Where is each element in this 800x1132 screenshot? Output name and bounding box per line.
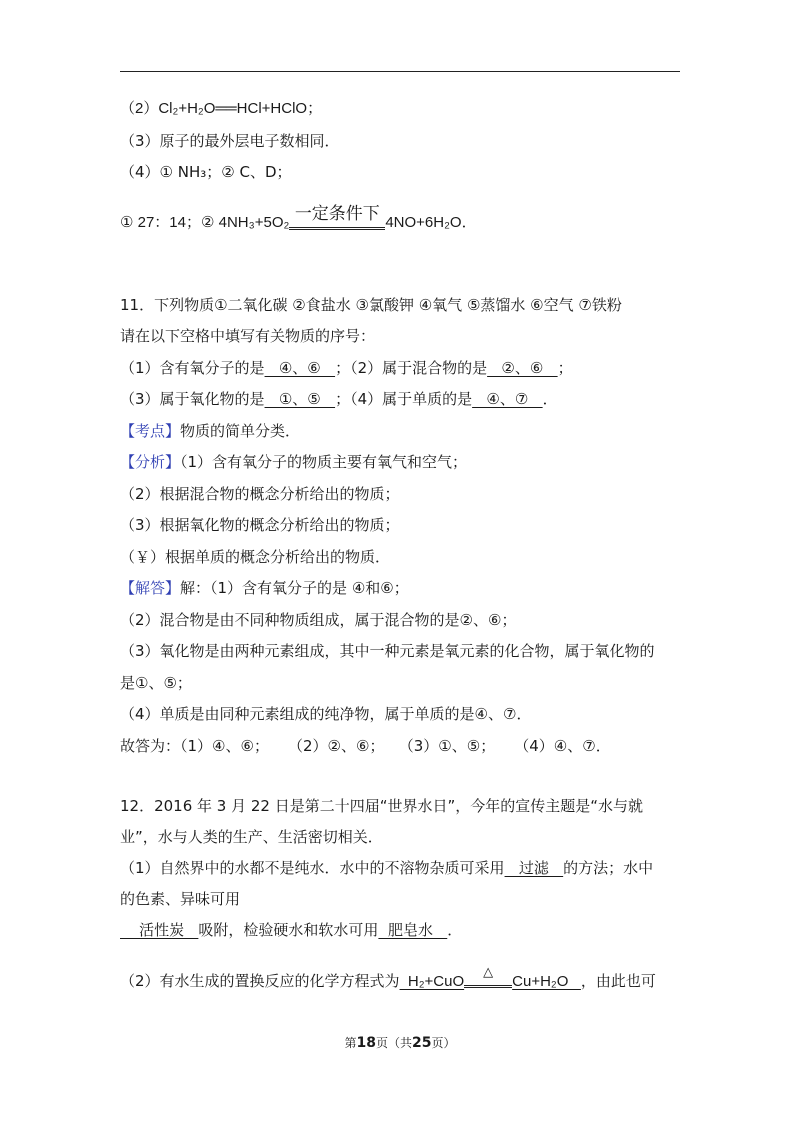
q12-p2-equation-right: Cu+H₂O [512, 973, 581, 990]
header-rule [120, 71, 680, 72]
q11-b2-prompt: ；（2）属于混合物的是 [335, 359, 488, 377]
q11-b2-end: ； [557, 359, 573, 377]
q11-b4-answer: ④、⑦ [472, 390, 543, 408]
q11-final-answer: 故答为：（1）④、⑥； （2）②、⑥； （3）①、⑤； （4）④、⑦． [120, 737, 611, 755]
q11-b4-end: ． [542, 390, 558, 408]
q12-p1-continuation: 的方法；水中 [563, 859, 654, 877]
footer-page-number: 18 [356, 1035, 376, 1051]
double-line-icon [464, 985, 512, 988]
fenxi-line-4: （￥）根据单质的概念分析给出的物质． [120, 548, 391, 566]
jieda-line-1: 解：（1）含有氧分子的是 ④和⑥； [180, 579, 409, 597]
answer-line-5 [120, 204, 477, 234]
footer-total-pages: 25 [412, 1035, 432, 1051]
equation-left: ① 27：14；② 4NH₃+5O₂ [120, 214, 290, 231]
jieda-line-2: （2）混合物是由不同种物质组成，属于混合物的是②、⑥； [120, 611, 517, 629]
fenxi-line-2: （2）根据混合物的概念分析给出的物质； [120, 485, 400, 503]
q12-part1-line2: 的色素、异味可用 [120, 890, 241, 908]
footer-prefix: 第 [344, 1036, 357, 1050]
double-line-icon [289, 227, 385, 230]
jieda-line-3b: 是①、⑤； [120, 674, 192, 692]
q12-stem-1: 12．2016 年 3 月 22 日是第二十四届“世界水日”，今年的宣传主题是“水与就 [120, 797, 644, 815]
q12-p1-prompt: （1）自然界中的水都不是纯水．水中的不溶物杂质可采用 [120, 859, 505, 877]
q11-b2-answer: ②、⑥ [487, 359, 558, 377]
answer-line-4: （4）① NH₃；② C、D； [120, 163, 292, 181]
jieda-tag: 【解答】 [120, 579, 181, 597]
kaodian-tag: 【考点】 [120, 422, 181, 440]
heat-triangle-icon: △ [483, 965, 494, 980]
footer-middle: 页（共 [375, 1036, 412, 1050]
kaodian-text: 物质的简单分类． [180, 422, 301, 440]
q11-stem-1: 11．下列物质①二氧化碳 ②食盐水 ③氯酸钾 ④氧气 ⑤蒸馏水 ⑥空气 ⑦铁粉 [120, 296, 622, 314]
q12-p1-end: ． [447, 921, 463, 939]
q11-blanks-3-4 [120, 388, 558, 410]
equation-right: 4NO+6H₂O． [385, 214, 477, 231]
answer-line-2: （2）Cl₂+H₂O══HCl+HClO； [120, 100, 323, 117]
jieda-line-4: （4）单质是由同种元素组成的纯净物，属于单质的是④、⑦． [120, 705, 532, 723]
reaction-condition-arrow [289, 204, 385, 234]
q11-b1-answer: ④、⑥ [264, 359, 336, 377]
q11-b3-answer: ①、⑤ [264, 390, 336, 408]
fenxi-line-1: （1）含有氧分子的物质主要有氧气和空气； [180, 453, 468, 471]
reaction-condition-text: 一定条件下 [294, 204, 380, 223]
q12-p1-answer-soapwater: 肥皂水 [378, 921, 448, 939]
fenxi-tag: 【分析】 [120, 453, 181, 471]
q11-jieda [120, 577, 409, 599]
q11-blanks-1-2 [120, 357, 573, 379]
q11-stem-2: 请在以下空格中填写有关物质的序号： [120, 327, 376, 345]
q12-p2-prompt: （2）有水生成的置换反应的化学方程式为 [120, 972, 400, 990]
heating-condition-arrow [464, 965, 512, 992]
q11-fenxi [120, 451, 467, 473]
q12-p2-equation-left: H₂+CuO [399, 973, 465, 990]
footer-suffix: 页） [431, 1036, 456, 1050]
q12-stem-2: 业”，水与人类的生产、生活密切相关． [120, 828, 383, 846]
q12-p2-continuation: ，由此也可 [580, 972, 656, 990]
q12-p1-answer-carbon: 活性炭 [120, 921, 199, 939]
fenxi-line-3: （3）根据氧化物的概念分析给出的物质； [120, 516, 400, 534]
answer-line-3: （3）原子的最外层电子数相同． [120, 132, 340, 150]
q12-p1-mid: 吸附，检验硬水和软水可用 [198, 921, 379, 939]
q11-b1-prompt: （1）含有氧分子的是 [120, 359, 265, 377]
q12-part2-line1 [120, 965, 656, 992]
q12-part1-line1 [120, 857, 653, 879]
q12-part1-line3 [120, 919, 462, 941]
jieda-line-3a: （3）氧化物是由两种元素组成，其中一种元素是氧元素的化合物，属于氧化物的 [120, 642, 655, 660]
page-footer [0, 1034, 800, 1051]
q12-p1-answer-filter: 过滤 [504, 859, 564, 877]
q11-b3-prompt: （3）属于氧化物的是 [120, 390, 265, 408]
q11-kaodian [120, 420, 300, 442]
q11-b4-prompt: ；（4）属于单质的是 [335, 390, 473, 408]
